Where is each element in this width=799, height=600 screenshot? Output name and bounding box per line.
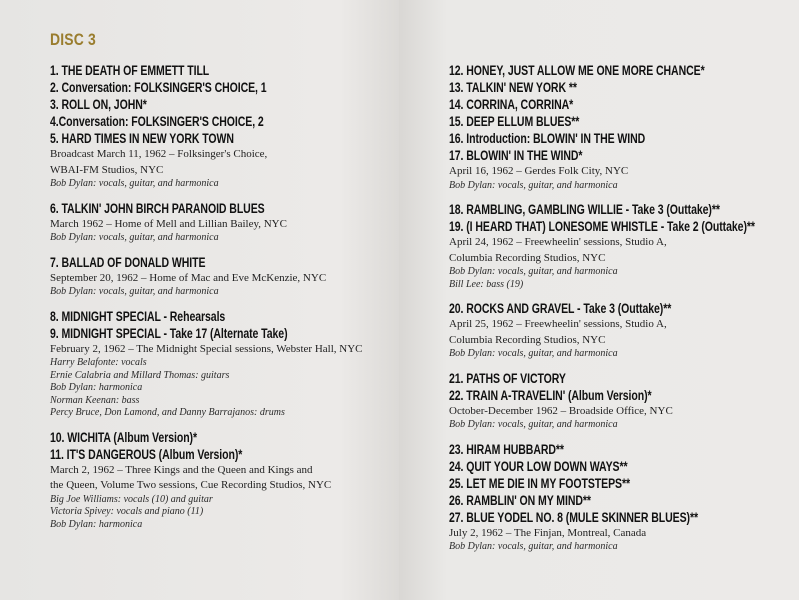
track-title: 3. ROLL ON, JOHN* (50, 97, 147, 112)
session-info: April 16, 1962 – Gerdes Folk City, NYC (449, 165, 629, 177)
session-info: April 24, 1962 – Freewheelin' sessions, Studio A, (449, 236, 667, 248)
session-block (449, 300, 794, 361)
track-title: 16. Introduction: BLOWIN' IN THE WIND (449, 131, 646, 146)
session-info: Columbia Recording Studios, NYC (449, 251, 606, 264)
track-title: 10. WICHITA (Album Version)* (50, 429, 198, 445)
track-title: 8. MIDNIGHT SPECIAL - Rehearsals (50, 308, 226, 324)
track-title: 12. HONEY, JUST ALLOW ME ONE MORE CHANCE* (449, 63, 705, 78)
session-info: July 2, 1962 – The Finjan, Montreal, Canada (449, 526, 647, 539)
personnel-credit: Big Joe Williams: vocals (10) and guitar (50, 493, 213, 505)
track-title: 14. CORRINA, CORRINA* (449, 97, 574, 112)
personnel-credit: Bob Dylan: vocals, guitar, and harmonica (449, 179, 618, 191)
session-info: September 20, 1962 – Home of Mac and Eve McKenzie, NYC (50, 271, 327, 284)
track-title: 25. LET ME DIE IN MY FOOTSTEPS** (449, 475, 631, 491)
personnel-credit: Victoria Spivey: vocals and piano (11) (50, 506, 204, 517)
session-info: October-December 1962 – Broadside Office, NYC (449, 404, 673, 417)
personnel-credit: Bob Dylan: vocals, guitar, and harmonica (449, 348, 618, 359)
session-block (449, 370, 794, 432)
personnel-credit: Bob Dylan: vocals, guitar, and harmonica (50, 286, 219, 297)
session-info: March 2, 1962 – Three Kings and the Queen and Kings and (50, 463, 313, 476)
personnel-credit: Bill Lee: bass (19) (449, 278, 524, 290)
personnel-credit: Bob Dylan: harmonica (50, 382, 143, 393)
session-block (449, 441, 794, 554)
track-title: 21. PATHS OF VICTORY (449, 370, 566, 386)
track-title: 11. IT'S DANGEROUS (Album Version)* (50, 446, 243, 462)
session-info: WBAI-FM Studios, NYC (50, 163, 164, 176)
track-title: 6. TALKIN' JOHN BIRCH PARANOID BLUES (50, 200, 265, 216)
session-block (50, 254, 390, 299)
session-info: Broadcast March 11, 1962 – Folksinger's Choice, (50, 148, 268, 160)
track-title: 24. QUIT YOUR LOW DOWN WAYS** (449, 458, 628, 474)
track-title: 20. ROCKS AND GRAVEL - Take 3 (Outtake)** (449, 301, 672, 316)
session-block (50, 308, 390, 420)
track-title: 2. Conversation: FOLKSINGER'S CHOICE, 1 (50, 80, 267, 95)
session-block (449, 62, 794, 192)
track-title: 26. RAMBLIN' ON MY MIND** (449, 492, 591, 508)
personnel-credit: Harry Belafonte: vocals (50, 357, 147, 368)
track-title: 22. TRAIN A-TRAVELIN' (Album Version)* (449, 387, 652, 403)
session-block (50, 62, 390, 191)
session-info: April 25, 1962 – Freewheelin' sessions, Studio A, (449, 318, 667, 330)
track-title: 1. THE DEATH OF EMMETT TILL (50, 63, 210, 78)
session-info: Columbia Recording Studios, NYC (449, 333, 606, 346)
personnel-credit: Bob Dylan: vocals, guitar, and harmonica (449, 266, 618, 277)
session-info: February 2, 1962 – The Midnight Special sessions, Webster Hall, NYC (50, 342, 363, 355)
personnel-credit: Ernie Calabria and Millard Thomas: guitars (50, 369, 230, 381)
personnel-credit: Bob Dylan: vocals, guitar, and harmonica (449, 541, 618, 552)
track-title: 23. HIRAM HUBBARD** (449, 441, 564, 457)
left-column (50, 30, 390, 540)
track-title: 17. BLOWIN' IN THE WIND* (449, 148, 583, 163)
track-title: 5. HARD TIMES IN NEW YORK TOWN (50, 131, 234, 146)
personnel-credit: Norman Keenan: bass (50, 394, 140, 406)
session-block (50, 429, 390, 532)
track-title: 19. (I HEARD THAT) LONESOME WHISTLE - Take 2 (Outtake)** (449, 219, 755, 234)
personnel-credit: Bob Dylan: vocals, guitar, and harmonica (50, 232, 219, 243)
track-title: 4.Conversation: FOLKSINGER'S CHOICE, 2 (50, 114, 264, 129)
track-title: 18. RAMBLING, GAMBLING WILLIE - Take 3 (Outtake)** (449, 202, 720, 217)
track-title: 9. MIDNIGHT SPECIAL - Take 17 (Alternate Take) (50, 325, 288, 341)
session-block (449, 201, 794, 291)
right-track-list (449, 62, 794, 554)
left-track-list (50, 62, 390, 531)
session-block (50, 200, 390, 245)
disc-title: DISC 3 (50, 30, 96, 49)
track-title: 7. BALLAD OF DONALD WHITE (50, 254, 206, 270)
right-column (449, 62, 794, 563)
personnel-credit: Bob Dylan: vocals, guitar, and harmonica (449, 419, 618, 430)
personnel-credit: Bob Dylan: harmonica (50, 518, 143, 530)
track-title: 27. BLUE YODEL NO. 8 (MULE SKINNER BLUES)** (449, 509, 699, 525)
session-info: March 1962 – Home of Mell and Lillian Bailey, NYC (50, 217, 287, 230)
track-title: 13. TALKIN' NEW YORK ** (449, 80, 577, 95)
personnel-credit: Bob Dylan: vocals, guitar, and harmonica (50, 178, 219, 189)
session-info: the Queen, Volume Two sessions, Cue Recording Studios, NYC (50, 479, 332, 491)
personnel-credit: Percy Bruce, Don Lamond, and Danny Barrajanos: drums (50, 407, 285, 418)
track-title: 15. DEEP ELLUM BLUES** (449, 114, 580, 129)
